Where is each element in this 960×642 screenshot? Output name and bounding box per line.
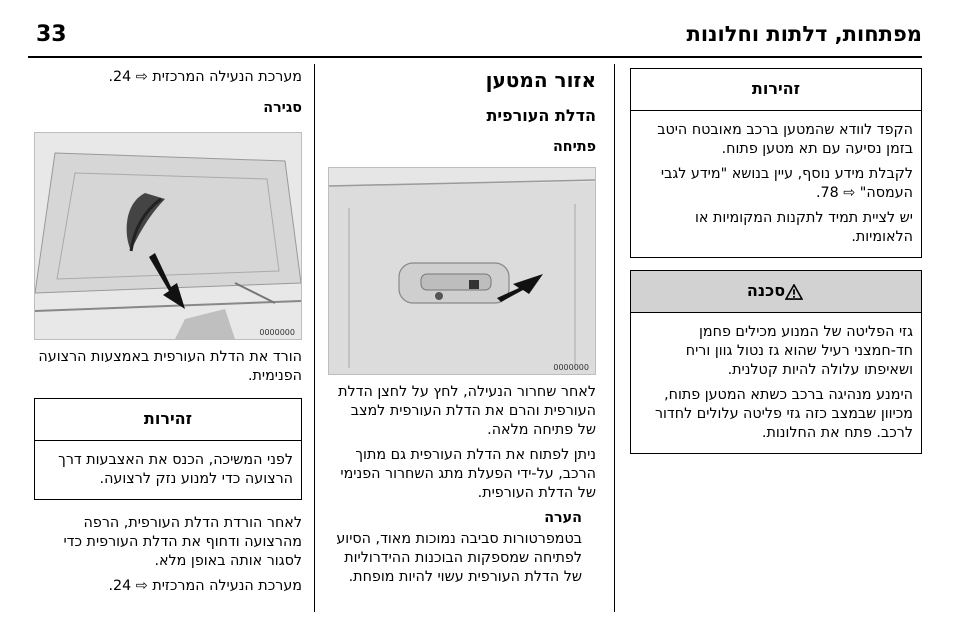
section-title-closing: סגירה (263, 100, 302, 116)
page-reference: ⇨ 24. (108, 69, 148, 85)
note-block (336, 509, 582, 587)
page-header (28, 0, 922, 58)
figure-id: 0000000 (553, 363, 589, 372)
caution-paragraph: לקבלת מידע נוסף, עיין בנושא "מידע לגבי העמסה" ⇨ 78. (660, 166, 913, 201)
closing-paragraph: הורד את הדלת העורפית באמצעות הרצועה הפנימית. (38, 349, 302, 384)
subsubsection-title-opening: פתיחה (552, 139, 596, 155)
caution-paragraph: הקפד לוודא שהמטען ברכב מאובטח היטב בזמן נסיעה עם תא מטען פתוח. (657, 122, 913, 157)
tailgate-handle-illustration (329, 168, 595, 374)
tailgate-opening-figure (328, 167, 596, 375)
column-divider (614, 64, 615, 612)
danger-paragraph: הימנע מנהיגה ברכב כשתא המטען פתוח, מכיוון שבמצב כזה גזי פליטה עלולים לחדור לרכב. פתח את החלונות. (654, 387, 913, 441)
header-title: מפתחות, דלתות וחלונות (686, 22, 922, 46)
warning-triangle-icon (785, 284, 803, 300)
opening-paragraph: ניתן לפתוח את הדלת העורפית גם מתוך הרכב, על-ידי הפעלת מתג השחרור הפנימי של הדלת העורפית. (340, 447, 596, 501)
caution-box (630, 68, 922, 258)
middle-column (328, 68, 596, 608)
page-number: 33 (36, 22, 67, 47)
central-locking-reference: מערכת הנעילה המרכזית ⇨ 24. (108, 578, 302, 594)
left-column (34, 68, 302, 608)
note-text: בטמפרטורות סביבה נמוכות מאוד, הסיוע לפתיחה שמספקות הבוכנות ההידרוליות של הדלת העורפית עשוי להיות מופחת. (336, 531, 582, 585)
danger-box (630, 270, 922, 454)
opening-paragraph: לאחר שחרור הנעילה, לחץ על לחצן הדלת העורפית והרם את הדלת העורפית למצב של פתיחה מלאה. (338, 384, 596, 438)
section-title-cargo: אזור המטען (485, 68, 596, 92)
closing-paragraph: לאחר הורדת הדלת העורפית, הרפה מהרצועה ודחוף את הדלת העורפית כדי לסגור אותה באופן מלא. (63, 515, 302, 569)
caution-title: זהירות (35, 399, 301, 441)
column-divider (314, 64, 315, 612)
figure-id: 0000000 (259, 328, 295, 337)
tailgate-closing-figure (34, 132, 302, 340)
caution-paragraph: יש לציית תמיד לתקנות המקומיות או הלאומיות. (695, 210, 913, 245)
caution-box (34, 398, 302, 500)
danger-header (631, 271, 921, 313)
caution-title: זהירות (631, 69, 921, 111)
danger-title: סכנה (746, 281, 786, 300)
note-title: הערה (544, 510, 582, 526)
page-reference: ⇨ 24. (108, 578, 148, 594)
subsection-title-tailgate: הדלת העורפית (486, 106, 596, 125)
danger-paragraph: גזי הפליטה של המנוע מכילים פחמן חד-חמצני רעיל שהוא גז נטול גוון וריח ושאיפתו עלולה להיות קטלנית. (685, 324, 913, 378)
strap-illustration (35, 133, 301, 339)
central-locking-reference: מערכת הנעילה המרכזית ⇨ 24. (108, 69, 302, 85)
right-column (630, 68, 922, 608)
caution-paragraph: לפני המשיכה, הכנס את האצבעות דרך הרצועה כדי למנוע נזק לרצועה. (58, 452, 293, 487)
